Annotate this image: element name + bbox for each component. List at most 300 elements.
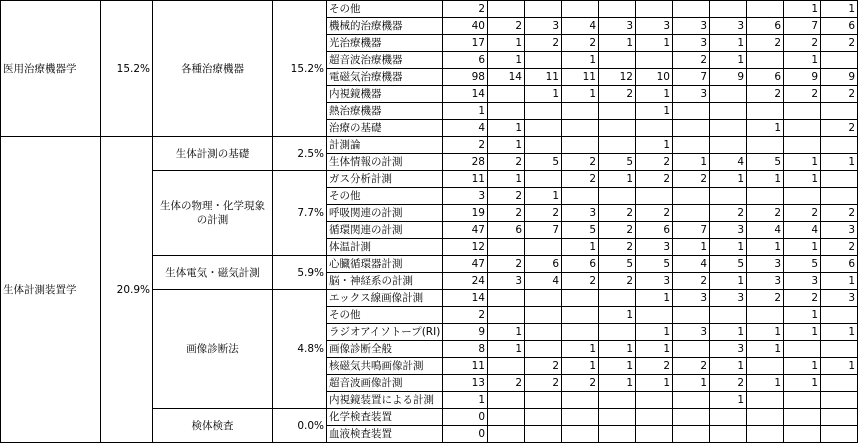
count-cell[interactable]: 4 xyxy=(673,256,710,273)
count-cell[interactable]: 2 xyxy=(599,86,636,103)
count-cell[interactable]: 1 xyxy=(599,171,636,188)
subcategory-cell[interactable]: 検体検査 xyxy=(153,409,273,443)
item-total-cell[interactable]: 0 xyxy=(443,426,488,443)
count-cell[interactable] xyxy=(747,358,784,375)
item-name-cell[interactable]: 内視鏡装置による計測 xyxy=(327,392,443,409)
count-cell[interactable]: 3 xyxy=(747,273,784,290)
count-cell[interactable] xyxy=(673,341,710,358)
count-cell[interactable]: 2 xyxy=(599,222,636,239)
subcategory-percent-cell[interactable]: 0.0% xyxy=(273,409,327,443)
count-cell[interactable]: 3 xyxy=(710,341,747,358)
count-cell[interactable] xyxy=(525,103,562,120)
count-cell[interactable]: 1 xyxy=(747,120,784,137)
count-cell[interactable] xyxy=(747,103,784,120)
count-cell[interactable]: 1 xyxy=(599,375,636,392)
count-cell[interactable]: 2 xyxy=(821,205,858,222)
count-cell[interactable]: 2 xyxy=(488,256,525,273)
count-cell[interactable]: 2 xyxy=(784,35,821,52)
count-cell[interactable]: 5 xyxy=(599,154,636,171)
count-cell[interactable]: 6 xyxy=(821,256,858,273)
count-cell[interactable] xyxy=(821,341,858,358)
count-cell[interactable]: 1 xyxy=(747,375,784,392)
count-cell[interactable] xyxy=(599,290,636,307)
count-cell[interactable] xyxy=(673,392,710,409)
count-cell[interactable] xyxy=(525,341,562,358)
count-cell[interactable] xyxy=(488,358,525,375)
count-cell[interactable] xyxy=(525,137,562,154)
item-total-cell[interactable]: 2 xyxy=(443,1,488,18)
item-total-cell[interactable]: 47 xyxy=(443,222,488,239)
count-cell[interactable] xyxy=(562,409,599,426)
subcategory-cell[interactable]: 生体の物理・化学現象の計測 xyxy=(153,171,273,256)
count-cell[interactable] xyxy=(821,409,858,426)
count-cell[interactable]: 1 xyxy=(599,358,636,375)
count-cell[interactable]: 2 xyxy=(673,273,710,290)
count-cell[interactable] xyxy=(636,392,673,409)
count-cell[interactable] xyxy=(525,1,562,18)
count-cell[interactable] xyxy=(525,392,562,409)
count-cell[interactable] xyxy=(525,290,562,307)
count-cell[interactable]: 5 xyxy=(747,154,784,171)
count-cell[interactable]: 4 xyxy=(710,154,747,171)
count-cell[interactable]: 1 xyxy=(784,1,821,18)
subcategory-cell[interactable]: 生体計測の基礎 xyxy=(153,137,273,171)
count-cell[interactable]: 9 xyxy=(784,69,821,86)
count-cell[interactable] xyxy=(599,120,636,137)
subcategory-percent-cell[interactable]: 4.8% xyxy=(273,290,327,409)
count-cell[interactable]: 3 xyxy=(673,35,710,52)
count-cell[interactable]: 1 xyxy=(562,86,599,103)
count-cell[interactable]: 2 xyxy=(673,171,710,188)
count-cell[interactable] xyxy=(747,1,784,18)
count-cell[interactable]: 3 xyxy=(710,18,747,35)
count-cell[interactable]: 2 xyxy=(784,86,821,103)
count-cell[interactable]: 1 xyxy=(784,171,821,188)
count-cell[interactable]: 5 xyxy=(710,256,747,273)
count-cell[interactable] xyxy=(710,409,747,426)
count-cell[interactable] xyxy=(821,307,858,324)
count-cell[interactable]: 1 xyxy=(673,154,710,171)
count-cell[interactable] xyxy=(562,1,599,18)
count-cell[interactable]: 2 xyxy=(636,358,673,375)
count-cell[interactable] xyxy=(488,426,525,443)
count-cell[interactable]: 3 xyxy=(636,239,673,256)
item-name-cell[interactable]: 計測論 xyxy=(327,137,443,154)
count-cell[interactable] xyxy=(821,392,858,409)
count-cell[interactable] xyxy=(821,171,858,188)
item-total-cell[interactable]: 8 xyxy=(443,341,488,358)
count-cell[interactable]: 11 xyxy=(562,69,599,86)
count-cell[interactable]: 2 xyxy=(747,205,784,222)
count-cell[interactable]: 1 xyxy=(710,171,747,188)
count-cell[interactable] xyxy=(821,426,858,443)
count-cell[interactable] xyxy=(673,188,710,205)
count-cell[interactable] xyxy=(562,307,599,324)
count-cell[interactable]: 2 xyxy=(488,18,525,35)
count-cell[interactable] xyxy=(562,188,599,205)
count-cell[interactable]: 1 xyxy=(821,324,858,341)
count-cell[interactable] xyxy=(525,52,562,69)
count-cell[interactable]: 2 xyxy=(525,358,562,375)
count-cell[interactable]: 10 xyxy=(636,69,673,86)
count-cell[interactable] xyxy=(525,409,562,426)
count-cell[interactable] xyxy=(636,120,673,137)
count-cell[interactable]: 2 xyxy=(636,171,673,188)
count-cell[interactable] xyxy=(710,426,747,443)
count-cell[interactable]: 4 xyxy=(562,18,599,35)
count-cell[interactable]: 7 xyxy=(525,222,562,239)
count-cell[interactable]: 4 xyxy=(784,222,821,239)
count-cell[interactable] xyxy=(525,239,562,256)
count-cell[interactable]: 14 xyxy=(488,69,525,86)
item-name-cell[interactable]: 循環関連の計測 xyxy=(327,222,443,239)
subcategory-cell[interactable]: 生体電気・磁気計測 xyxy=(153,256,273,290)
subcategory-percent-cell[interactable]: 2.5% xyxy=(273,137,327,171)
count-cell[interactable] xyxy=(599,1,636,18)
count-cell[interactable] xyxy=(821,52,858,69)
item-total-cell[interactable]: 11 xyxy=(443,171,488,188)
count-cell[interactable] xyxy=(599,409,636,426)
count-cell[interactable]: 3 xyxy=(710,222,747,239)
count-cell[interactable]: 1 xyxy=(488,137,525,154)
count-cell[interactable]: 1 xyxy=(525,86,562,103)
count-cell[interactable] xyxy=(710,188,747,205)
count-cell[interactable]: 3 xyxy=(525,18,562,35)
count-cell[interactable] xyxy=(784,426,821,443)
count-cell[interactable]: 1 xyxy=(710,273,747,290)
count-cell[interactable]: 1 xyxy=(784,324,821,341)
count-cell[interactable] xyxy=(488,307,525,324)
item-name-cell[interactable]: 超音波画像計測 xyxy=(327,375,443,392)
count-cell[interactable]: 1 xyxy=(488,120,525,137)
count-cell[interactable]: 2 xyxy=(599,205,636,222)
count-cell[interactable] xyxy=(673,1,710,18)
item-total-cell[interactable]: 1 xyxy=(443,103,488,120)
count-cell[interactable]: 1 xyxy=(636,375,673,392)
count-cell[interactable] xyxy=(710,103,747,120)
subcategory-percent-cell[interactable]: 15.2% xyxy=(273,1,327,137)
count-cell[interactable]: 3 xyxy=(673,324,710,341)
count-cell[interactable]: 2 xyxy=(562,273,599,290)
count-cell[interactable]: 3 xyxy=(821,290,858,307)
count-cell[interactable]: 1 xyxy=(747,239,784,256)
item-name-cell[interactable]: 光治療機器 xyxy=(327,35,443,52)
count-cell[interactable]: 1 xyxy=(673,239,710,256)
count-cell[interactable]: 2 xyxy=(747,86,784,103)
count-cell[interactable]: 1 xyxy=(562,239,599,256)
count-cell[interactable] xyxy=(821,103,858,120)
count-cell[interactable]: 6 xyxy=(488,222,525,239)
count-cell[interactable]: 1 xyxy=(710,358,747,375)
count-cell[interactable] xyxy=(710,120,747,137)
count-cell[interactable]: 1 xyxy=(488,324,525,341)
count-cell[interactable]: 3 xyxy=(821,222,858,239)
item-name-cell[interactable]: その他 xyxy=(327,1,443,18)
count-cell[interactable]: 1 xyxy=(710,35,747,52)
count-cell[interactable] xyxy=(636,1,673,18)
count-cell[interactable]: 1 xyxy=(599,307,636,324)
subcategory-cell[interactable]: 各種治療機器 xyxy=(153,1,273,137)
count-cell[interactable] xyxy=(599,324,636,341)
count-cell[interactable]: 1 xyxy=(784,239,821,256)
count-cell[interactable]: 1 xyxy=(784,375,821,392)
item-name-cell[interactable]: 脳・神経系の計測 xyxy=(327,273,443,290)
count-cell[interactable]: 2 xyxy=(599,273,636,290)
item-name-cell[interactable]: 心臓循環器計測 xyxy=(327,256,443,273)
count-cell[interactable]: 2 xyxy=(488,188,525,205)
count-cell[interactable] xyxy=(747,307,784,324)
item-total-cell[interactable]: 13 xyxy=(443,375,488,392)
count-cell[interactable]: 2 xyxy=(488,205,525,222)
item-name-cell[interactable]: エックス線画像計測 xyxy=(327,290,443,307)
count-cell[interactable]: 2 xyxy=(636,154,673,171)
item-total-cell[interactable]: 17 xyxy=(443,35,488,52)
count-cell[interactable]: 1 xyxy=(821,273,858,290)
count-cell[interactable]: 1 xyxy=(747,324,784,341)
item-total-cell[interactable]: 2 xyxy=(443,137,488,154)
count-cell[interactable]: 1 xyxy=(710,324,747,341)
count-cell[interactable] xyxy=(821,137,858,154)
count-cell[interactable] xyxy=(562,426,599,443)
count-cell[interactable]: 1 xyxy=(562,52,599,69)
count-cell[interactable] xyxy=(636,188,673,205)
count-cell[interactable] xyxy=(710,137,747,154)
item-name-cell[interactable]: ガス分析計測 xyxy=(327,171,443,188)
field-name-cell[interactable]: 生体計測装置学 xyxy=(1,137,101,443)
count-cell[interactable] xyxy=(488,392,525,409)
count-cell[interactable]: 2 xyxy=(784,205,821,222)
count-cell[interactable]: 1 xyxy=(488,52,525,69)
count-cell[interactable] xyxy=(525,120,562,137)
subcategory-percent-cell[interactable]: 7.7% xyxy=(273,171,327,256)
count-cell[interactable]: 1 xyxy=(747,341,784,358)
count-cell[interactable]: 3 xyxy=(710,290,747,307)
count-cell[interactable]: 2 xyxy=(525,35,562,52)
count-cell[interactable]: 1 xyxy=(562,341,599,358)
count-cell[interactable] xyxy=(747,409,784,426)
count-cell[interactable]: 3 xyxy=(636,18,673,35)
count-cell[interactable]: 1 xyxy=(710,239,747,256)
count-cell[interactable] xyxy=(747,52,784,69)
count-cell[interactable] xyxy=(673,307,710,324)
item-name-cell[interactable]: 超音波治療機器 xyxy=(327,52,443,69)
count-cell[interactable] xyxy=(562,290,599,307)
count-cell[interactable]: 1 xyxy=(710,52,747,69)
count-cell[interactable]: 2 xyxy=(710,375,747,392)
count-cell[interactable]: 1 xyxy=(636,86,673,103)
count-cell[interactable] xyxy=(488,1,525,18)
count-cell[interactable]: 1 xyxy=(747,171,784,188)
count-cell[interactable] xyxy=(562,392,599,409)
count-cell[interactable]: 9 xyxy=(821,69,858,86)
count-cell[interactable]: 3 xyxy=(673,290,710,307)
count-cell[interactable]: 2 xyxy=(821,239,858,256)
count-cell[interactable] xyxy=(710,86,747,103)
count-cell[interactable]: 3 xyxy=(599,18,636,35)
count-cell[interactable]: 1 xyxy=(488,171,525,188)
count-cell[interactable]: 4 xyxy=(525,273,562,290)
item-total-cell[interactable]: 12 xyxy=(443,239,488,256)
count-cell[interactable]: 2 xyxy=(525,205,562,222)
count-cell[interactable] xyxy=(636,307,673,324)
count-cell[interactable]: 1 xyxy=(636,290,673,307)
item-total-cell[interactable]: 98 xyxy=(443,69,488,86)
count-cell[interactable] xyxy=(525,307,562,324)
count-cell[interactable]: 5 xyxy=(784,256,821,273)
count-cell[interactable] xyxy=(784,120,821,137)
count-cell[interactable] xyxy=(784,341,821,358)
count-cell[interactable]: 11 xyxy=(525,69,562,86)
count-cell[interactable]: 1 xyxy=(636,35,673,52)
item-name-cell[interactable]: 内視鏡機器 xyxy=(327,86,443,103)
count-cell[interactable] xyxy=(636,426,673,443)
item-total-cell[interactable]: 47 xyxy=(443,256,488,273)
count-cell[interactable]: 2 xyxy=(636,205,673,222)
count-cell[interactable]: 1 xyxy=(821,1,858,18)
count-cell[interactable]: 5 xyxy=(525,154,562,171)
count-cell[interactable] xyxy=(747,188,784,205)
count-cell[interactable]: 2 xyxy=(488,375,525,392)
count-cell[interactable]: 6 xyxy=(636,222,673,239)
count-cell[interactable]: 2 xyxy=(673,52,710,69)
count-cell[interactable]: 9 xyxy=(710,69,747,86)
count-cell[interactable]: 1 xyxy=(784,52,821,69)
item-name-cell[interactable]: 生体情報の計測 xyxy=(327,154,443,171)
item-total-cell[interactable]: 28 xyxy=(443,154,488,171)
count-cell[interactable]: 2 xyxy=(821,86,858,103)
count-cell[interactable] xyxy=(525,426,562,443)
count-cell[interactable] xyxy=(525,324,562,341)
item-name-cell[interactable]: 化学検査装置 xyxy=(327,409,443,426)
count-cell[interactable] xyxy=(488,290,525,307)
count-cell[interactable]: 1 xyxy=(821,154,858,171)
count-cell[interactable]: 2 xyxy=(784,290,821,307)
count-cell[interactable]: 12 xyxy=(599,69,636,86)
count-cell[interactable]: 1 xyxy=(784,154,821,171)
count-cell[interactable] xyxy=(747,392,784,409)
item-total-cell[interactable]: 9 xyxy=(443,324,488,341)
item-name-cell[interactable]: 治療の基礎 xyxy=(327,120,443,137)
count-cell[interactable]: 1 xyxy=(636,103,673,120)
item-name-cell[interactable]: 血液検査装置 xyxy=(327,426,443,443)
count-cell[interactable]: 2 xyxy=(747,290,784,307)
count-cell[interactable] xyxy=(784,103,821,120)
count-cell[interactable]: 5 xyxy=(599,256,636,273)
count-cell[interactable]: 1 xyxy=(525,188,562,205)
count-cell[interactable]: 2 xyxy=(562,154,599,171)
item-total-cell[interactable]: 1 xyxy=(443,392,488,409)
count-cell[interactable] xyxy=(673,103,710,120)
count-cell[interactable] xyxy=(673,205,710,222)
count-cell[interactable]: 4 xyxy=(747,222,784,239)
count-cell[interactable] xyxy=(488,409,525,426)
count-cell[interactable]: 3 xyxy=(562,205,599,222)
count-cell[interactable]: 2 xyxy=(747,35,784,52)
count-cell[interactable]: 1 xyxy=(562,358,599,375)
count-cell[interactable] xyxy=(784,137,821,154)
count-cell[interactable]: 7 xyxy=(673,69,710,86)
count-cell[interactable]: 1 xyxy=(710,392,747,409)
item-total-cell[interactable]: 14 xyxy=(443,86,488,103)
count-cell[interactable] xyxy=(488,86,525,103)
count-cell[interactable] xyxy=(599,392,636,409)
item-name-cell[interactable]: その他 xyxy=(327,188,443,205)
item-name-cell[interactable]: 体温計測 xyxy=(327,239,443,256)
count-cell[interactable]: 2 xyxy=(821,120,858,137)
item-name-cell[interactable]: その他 xyxy=(327,307,443,324)
count-cell[interactable] xyxy=(488,103,525,120)
count-cell[interactable] xyxy=(599,137,636,154)
count-cell[interactable] xyxy=(673,426,710,443)
item-total-cell[interactable]: 6 xyxy=(443,52,488,69)
count-cell[interactable] xyxy=(673,120,710,137)
count-cell[interactable]: 3 xyxy=(636,273,673,290)
count-cell[interactable]: 1 xyxy=(673,375,710,392)
count-cell[interactable] xyxy=(562,120,599,137)
count-cell[interactable]: 1 xyxy=(599,341,636,358)
count-cell[interactable]: 1 xyxy=(599,35,636,52)
item-name-cell[interactable]: 機械的治療機器 xyxy=(327,18,443,35)
count-cell[interactable] xyxy=(784,392,821,409)
count-cell[interactable]: 2 xyxy=(821,35,858,52)
field-percent-cell[interactable]: 15.2% xyxy=(101,1,153,137)
count-cell[interactable]: 1 xyxy=(636,137,673,154)
count-cell[interactable]: 2 xyxy=(562,171,599,188)
count-cell[interactable] xyxy=(784,188,821,205)
count-cell[interactable] xyxy=(673,409,710,426)
count-cell[interactable]: 2 xyxy=(562,35,599,52)
item-total-cell[interactable]: 40 xyxy=(443,18,488,35)
item-name-cell[interactable]: 呼吸関連の計測 xyxy=(327,205,443,222)
field-name-cell[interactable]: 医用治療機器学 xyxy=(1,1,101,137)
count-cell[interactable]: 6 xyxy=(747,18,784,35)
count-cell[interactable] xyxy=(747,426,784,443)
count-cell[interactable]: 5 xyxy=(562,222,599,239)
item-total-cell[interactable]: 14 xyxy=(443,290,488,307)
item-total-cell[interactable]: 0 xyxy=(443,409,488,426)
count-cell[interactable] xyxy=(562,137,599,154)
item-total-cell[interactable]: 19 xyxy=(443,205,488,222)
count-cell[interactable]: 1 xyxy=(636,341,673,358)
count-cell[interactable] xyxy=(821,188,858,205)
item-name-cell[interactable]: 電磁気治療機器 xyxy=(327,69,443,86)
item-total-cell[interactable]: 3 xyxy=(443,188,488,205)
subcategory-cell[interactable]: 画像診断法 xyxy=(153,290,273,409)
count-cell[interactable]: 3 xyxy=(673,86,710,103)
item-name-cell[interactable]: ラジオアイソトープ(RI) xyxy=(327,324,443,341)
item-name-cell[interactable]: 画像診断全般 xyxy=(327,341,443,358)
count-cell[interactable]: 3 xyxy=(747,256,784,273)
item-total-cell[interactable]: 11 xyxy=(443,358,488,375)
item-name-cell[interactable]: 核磁気共鳴画像計測 xyxy=(327,358,443,375)
count-cell[interactable] xyxy=(710,1,747,18)
count-cell[interactable]: 6 xyxy=(525,256,562,273)
count-cell[interactable] xyxy=(599,103,636,120)
count-cell[interactable]: 5 xyxy=(636,256,673,273)
count-cell[interactable]: 2 xyxy=(488,154,525,171)
count-cell[interactable] xyxy=(636,52,673,69)
count-cell[interactable]: 2 xyxy=(673,358,710,375)
count-cell[interactable] xyxy=(710,307,747,324)
count-cell[interactable] xyxy=(562,324,599,341)
count-cell[interactable] xyxy=(821,375,858,392)
item-name-cell[interactable]: 熱治療機器 xyxy=(327,103,443,120)
count-cell[interactable]: 2 xyxy=(599,239,636,256)
count-cell[interactable] xyxy=(599,426,636,443)
count-cell[interactable] xyxy=(599,188,636,205)
count-cell[interactable]: 1 xyxy=(784,358,821,375)
count-cell[interactable]: 1 xyxy=(784,307,821,324)
